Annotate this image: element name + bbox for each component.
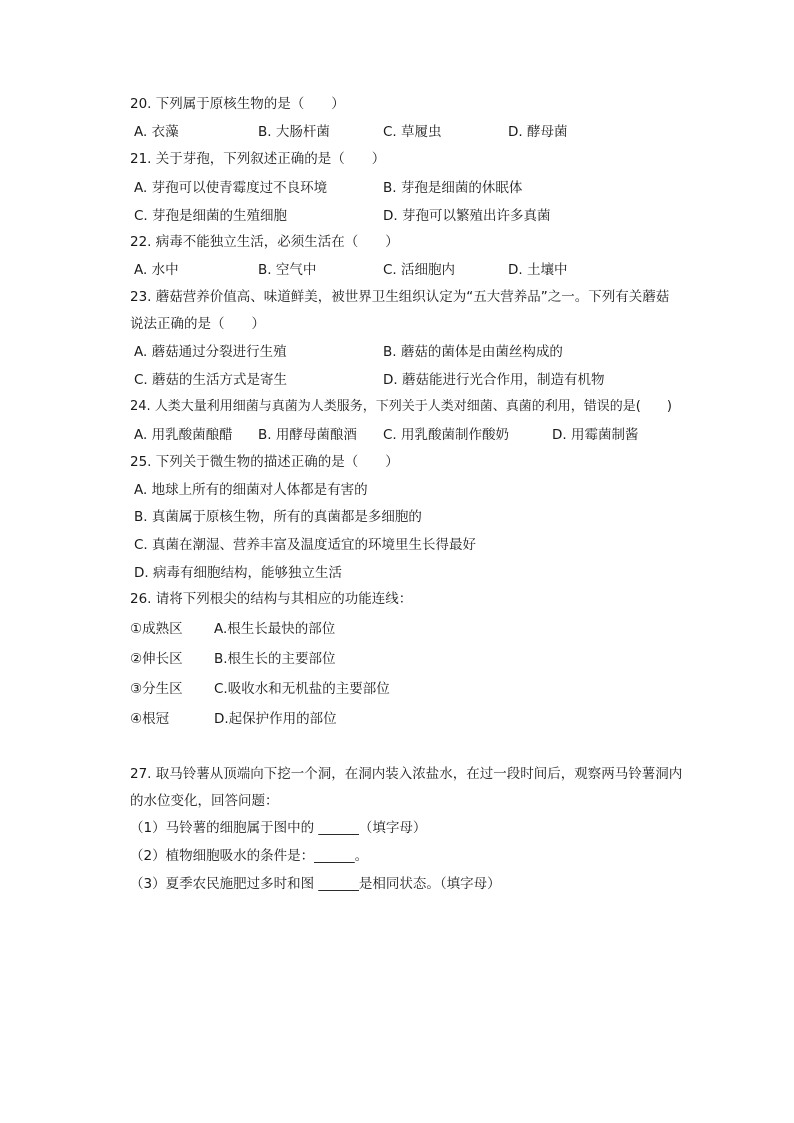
q25-option-d: D. 病毒有细胞结构，能够独立生活 bbox=[134, 565, 342, 581]
q26-structure-2: ②伸长区 bbox=[130, 651, 183, 667]
q26-function-a: A.根生长最快的部位 bbox=[214, 621, 336, 637]
q27-sub-1: （1）马铃薯的细胞属于图中的 ______（填字母） bbox=[130, 820, 427, 836]
q20-option-b: B. 大肠杆菌 bbox=[258, 124, 330, 140]
q24-option-c: C. 用乳酸菌制作酸奶 bbox=[383, 427, 510, 443]
q27-sub-2: （2）植物细胞吸水的条件是：______。 bbox=[130, 848, 369, 864]
q21-stem: 21. 关于芽孢，下列叙述正确的是（ ） bbox=[130, 151, 386, 167]
q24-option-b: B. 用酵母菌酿酒 bbox=[258, 427, 357, 443]
q26-function-c: C.吸收水和无机盐的主要部位 bbox=[214, 681, 390, 697]
q23-option-c: C. 蘑菇的生活方式是寄生 bbox=[134, 372, 288, 388]
q26-stem: 26. 请将下列根尖的结构与其相应的功能连线： bbox=[130, 591, 413, 607]
q20-option-d: D. 酵母菌 bbox=[508, 124, 568, 140]
q24-option-a: A. 用乳酸菌酿醋 bbox=[134, 427, 233, 443]
q21-option-c: C. 芽孢是细菌的生殖细胞 bbox=[134, 208, 288, 224]
q21-option-b: B. 芽孢是细菌的休眠体 bbox=[383, 180, 523, 196]
q27-stem-line2: 的水位变化，回答问题： bbox=[130, 793, 279, 809]
q25-option-c: C. 真菌在潮湿、营养丰富及温度适宜的环境里生长得最好 bbox=[134, 537, 477, 553]
q27-stem-line1: 27. 取马铃薯从顶端向下挖一个洞，在洞内装入浓盐水，在过一段时间后，观察两马铃薯洞内 bbox=[130, 766, 683, 782]
q26-function-d: D.起保护作用的部位 bbox=[214, 711, 337, 727]
q25-option-a: A. 地球上所有的细菌对人体都是有害的 bbox=[134, 482, 368, 498]
q22-option-d: D. 土壤中 bbox=[508, 262, 568, 278]
q26-structure-3: ③分生区 bbox=[130, 681, 183, 697]
q25-option-b: B. 真菌属于原核生物，所有的真菌都是多细胞的 bbox=[134, 509, 422, 525]
q25-stem: 25. 下列关于微生物的描述正确的是（ ） bbox=[130, 454, 399, 470]
q22-option-b: B. 空气中 bbox=[258, 262, 317, 278]
q24-option-d: D. 用霉菌制酱 bbox=[552, 427, 639, 443]
q20-option-a: A. 衣藻 bbox=[134, 124, 179, 140]
q22-option-a: A. 水中 bbox=[134, 262, 179, 278]
q24-stem: 24. 人类大量利用细菌与真菌为人类服务，下列关于人类对细菌、真菌的利用，错误的是( ) bbox=[130, 399, 672, 414]
q21-option-d: D. 芽孢可以繁殖出许多真菌 bbox=[383, 208, 551, 224]
q23-option-b: B. 蘑菇的菌体是由菌丝构成的 bbox=[383, 344, 563, 360]
q27-sub-3: （3）夏季农民施肥过多时和图 ______是相同状态。（填字母） bbox=[130, 876, 501, 892]
q22-option-c: C. 活细胞内 bbox=[383, 262, 456, 278]
q23-option-a: A. 蘑菇通过分裂进行生殖 bbox=[134, 344, 287, 360]
q20-option-c: C. 草履虫 bbox=[383, 124, 442, 140]
q21-option-a: A. 芽孢可以使青霉度过不良环境 bbox=[134, 180, 328, 196]
q20-stem: 20. 下列属于原核生物的是（ ） bbox=[130, 96, 345, 112]
q26-structure-1: ①成熟区 bbox=[130, 621, 183, 637]
q23-stem-line2: 说法正确的是（ ） bbox=[130, 316, 265, 332]
q23-stem-line1: 23. 蘑菇营养价值高、味道鲜美，被世界卫生组织认定为“五大营养品”之一。下列有关蘑菇 bbox=[130, 289, 670, 305]
q26-structure-4: ④根冠 bbox=[130, 711, 170, 727]
q23-option-d: D. 蘑菇能进行光合作用，制造有机物 bbox=[383, 372, 605, 388]
q22-stem: 22. 病毒不能独立生活，必须生活在（ ） bbox=[130, 234, 399, 250]
q26-function-b: B.根生长的主要部位 bbox=[214, 651, 336, 667]
